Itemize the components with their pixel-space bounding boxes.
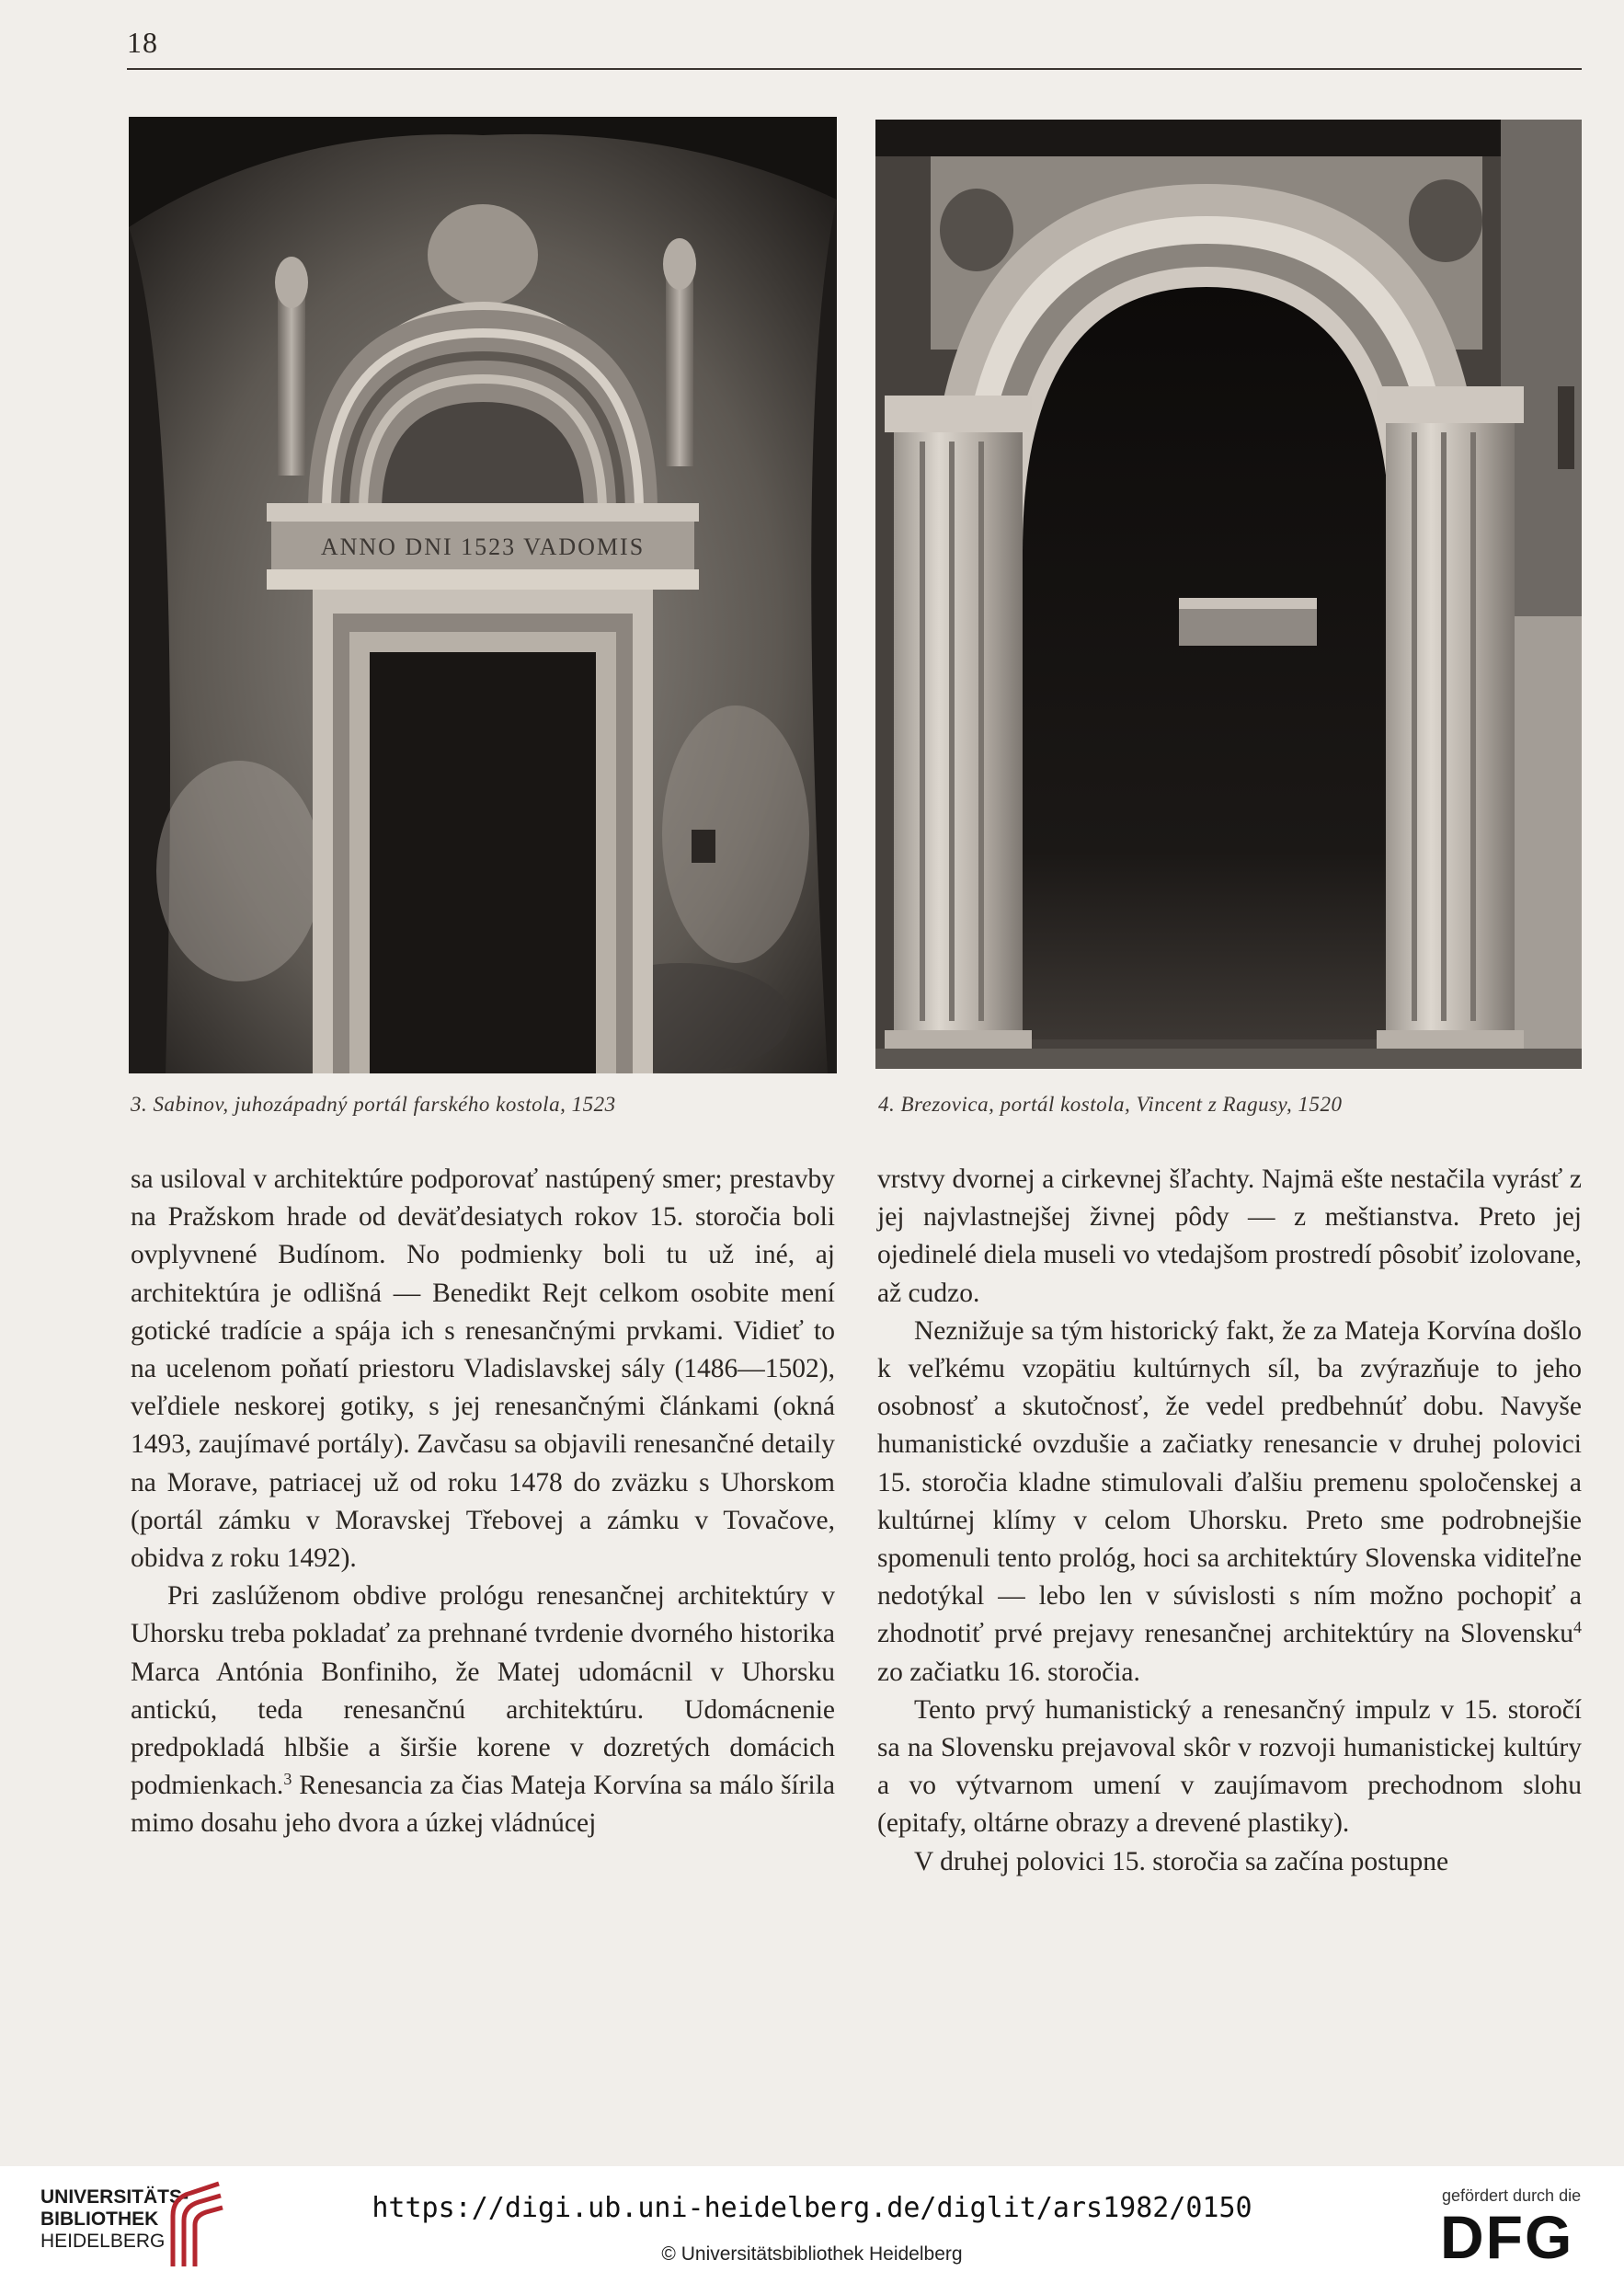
library-name-line: UNIVERSITÄTS- xyxy=(40,2186,189,2208)
paragraph-text: Neznižuje sa tým historický fakt, že za Mateja Korvína došlo k veľkému vzopätiu kultúrnych síl, ba zvýrazňuje to jeho osobnosť a skutočnosť, že vedel predbehnúť dobu. Navyše humanistické ovzdušie a začiatky renesancie v druhej polovici 15. storočia kladne stimulovali ďalšiu premenu spoločenskej a kultúrnej klímy v celom Uhorsku. Preto sme podrobnejšie spomenuli tento prológ, hoci sa architektúry Slovenska viditeľne nedotýkal — lebo len v súvislosti s ním možno pochopiť a zhodnotiť prvé prejavy renesančnej architektúry na Slovensku xyxy=(877,1315,1582,1649)
digitization-footer xyxy=(0,2166,1624,2283)
figure-3-caption: 3. Sabinov, juhozápadný portál farského kostola, 1523 xyxy=(131,1093,616,1116)
header-rule xyxy=(127,68,1582,70)
paragraph-text: Pri zaslúženom obdive prológu renesančnej architektúry v Uhorsku treba pokladať za prehnané tvrdenie dvorného historika Marca Antónia Bonfiniho, že Matej udomácnil v Uhorsku antickú, teda renesančnú architektúru. Udomácnenie predpokladá hlbšie a širšie korene v dozretých domácich podmienkach. xyxy=(131,1581,835,1801)
figure-4-photo xyxy=(875,120,1582,1069)
paragraph xyxy=(877,1313,1582,1692)
paragraph: sa usiloval v architektúre podporovať nastúpený smer; prestavby na Pražskom hrade od deväťdesiatych rokov 15. storočia boli ovplyvnené Budínom. No podmienky boli tu už iné, aj architektúra je odlišná — Benedikt Rejt celkom osobite mení gotické tradície a spája ich s renesančnými prvkami. Vidieť to na ucelenom poňatí priestoru Vladislavskej sály (1486—1502), veľdiele neskorej gotiky, s jej renesančnými článkami (okná 1493, zaujímavé portály). Zavčasu sa objavili renesančné detaily na Morave, patriacej už od roku 1478 do zväzku s Uhorskom (portál zámku v Moravskej Třebovej a zámku v Tovačove, obidva z roku 1492). xyxy=(131,1164,835,1574)
footnote-ref: 4 xyxy=(1573,1618,1582,1637)
footnote-ref: 3 xyxy=(283,1770,292,1789)
funder-note: gefördert durch die xyxy=(1442,2186,1582,2205)
paragraph-text: Renesancia za čias Mateja Korvína sa málo šírila mimo dosahu jeho dvora a úzkej vládnúcej xyxy=(131,1771,835,1839)
library-name-line: BIBLIOTHEK xyxy=(40,2208,159,2230)
copyright-notice: © Universitätsbibliothek Heidelberg xyxy=(661,2243,963,2265)
paragraph: vrstvy dvornej a cirkevnej šľachty. Najmä ešte nestačila vyrásť z jej najvlastnejšej živnej pôdy — z meštianstva. Preto jej ojedinelé diela museli vo vtedajšom prostredí pôsobiť izolovane, až cudzo. xyxy=(877,1164,1582,1308)
paragraph-text: zo začiatku 16. storočia. xyxy=(877,1657,1140,1687)
right-text-column xyxy=(877,1161,1582,1881)
portal-inscription: ANNO DNI 1523 VADOMIS xyxy=(320,533,646,560)
figure-3-photo xyxy=(129,117,837,1073)
left-text-column xyxy=(131,1161,835,1843)
figure-4-caption: 4. Brezovica, portál kostola, Vincent z Ragusy, 1520 xyxy=(878,1093,1343,1116)
permalink-url[interactable]: https://digi.ub.uni-heidelberg.de/diglit/ars1982/0150 xyxy=(372,2192,1252,2224)
paragraph: Tento prvý humanistický a renesančný impulz v 15. storočí sa na Slovensku prejavoval skôr v rozvoji humanistickej kultúry a vo výtvarnom umení v zaujímavom prechodnom slohu (epitafy, oltárne obrazy a drevené plastiky). xyxy=(877,1694,1582,1839)
paragraph: V druhej polovici 15. storočia sa začína postupne xyxy=(914,1846,1449,1876)
paragraph xyxy=(131,1577,835,1842)
dfg-logo: DFG xyxy=(1440,2203,1574,2271)
page-number: 18 xyxy=(127,26,158,59)
library-name-line: HEIDELBERG xyxy=(40,2231,166,2252)
